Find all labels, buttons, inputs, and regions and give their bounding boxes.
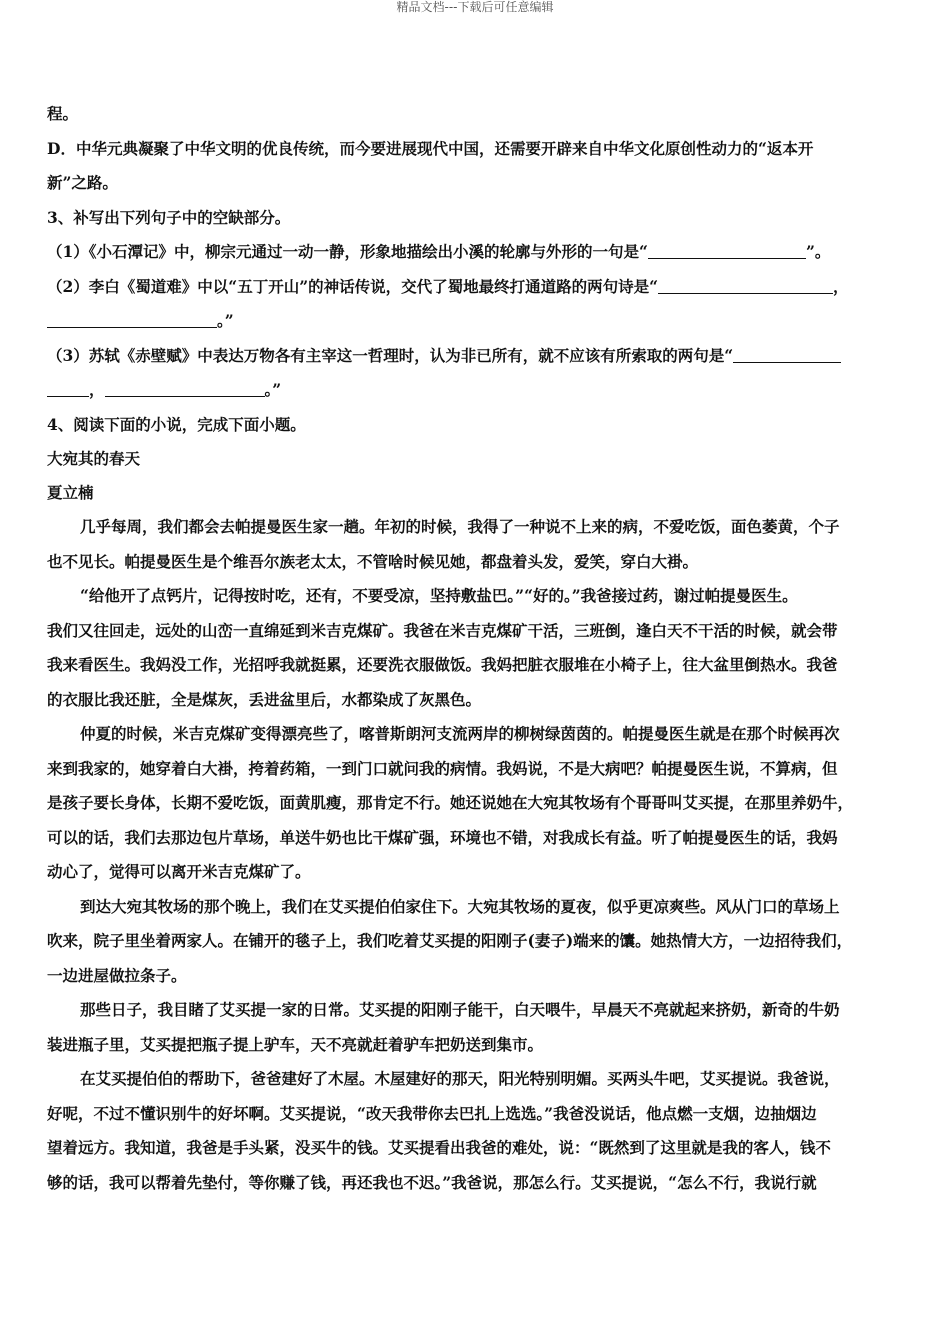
story-author: 夏立楠 <box>47 483 94 502</box>
story-line: 望着远方。我知道，我爸是手头紧，没买牛的钱。艾买提看出我爸的难处，说：“既然到了这里就是我的客人，钱不 <box>47 1138 831 1157</box>
answer-blank[interactable] <box>733 346 841 363</box>
story-line: 是孩子要长身体，长期不爱吃饭，面黄肌瘦，那肯定不行。她还说她在大宛其牧场有个哥哥叫艾买提，在那里养奶牛， <box>47 793 854 812</box>
story-line: 到达大宛其牧场的那个晚上，我们在艾买提伯伯家住下。大宛其牧场的夏夜，似乎更凉爽些。风从门口的草场上 <box>80 896 840 916</box>
document-body <box>47 97 909 1200</box>
story-line: 也不见长。帕提曼医生是个维吾尔族老太太，不管啥时候见她，都盘着头发，爱笑，穿白大褂。 <box>47 551 699 571</box>
story-line: 吹来，院子里坐着两家人。在铺开的毯子上，我们吃着艾买提的阳刚子(妻子)端来的馕。她热情大方，一边招待我们， <box>47 931 853 950</box>
story-line: 在艾买提伯伯的帮助下，爸爸建好了木屋。木屋建好的那天，阳光特别明媚。买两头牛吧，艾买提说。我爸说， <box>80 1069 840 1088</box>
question-3: 3、补写出下列句子中的空缺部分。 <box>47 207 291 227</box>
story-line: 那些日子，我目睹了艾买提一家的日常。艾买提的阳刚子能干，白天喂牛，早晨天不亮就起来挤奶，新奇的牛奶 <box>80 1000 840 1019</box>
q3-item-2-cont: 。” <box>47 304 909 339</box>
q3-item-2: （2）李白《蜀道难》中以“五丁开山”的神话传说，交代了蜀地最终打通道路的两句诗是“ ， <box>47 276 849 296</box>
story-line: 我们又往回走，远处的山峦一直绵延到米吉克煤矿。我爸在米吉克煤矿干活，三班倒，逢白天不干活的时候，就会带 <box>47 620 838 640</box>
answer-blank[interactable] <box>648 243 806 260</box>
story-line: 一边进屋做拉条子。 <box>47 965 187 985</box>
story-title: 大宛其的春天 <box>47 449 141 468</box>
story-line: 来到我家的，她穿着白大褂，挎着药箱，一到门口就问我的病情。我妈说，不是大病吧？帕提曼医生说，不算病，但 <box>47 758 838 778</box>
story-line: 我来看医生。我妈没工作，光招呼我就挺累，还要洗衣服做饭。我妈把脏衣服堆在小椅子上，往大盆里倒热水。我爸 <box>47 655 838 674</box>
story-line: 几乎每周，我们都会去帕提曼医生家一趟。年初的时候，我得了一种说不上来的病，不爱吃饭，面色萎黄，个子 <box>80 517 840 536</box>
option-d <box>47 132 909 167</box>
option-d-cont: 新”之路。 <box>47 173 118 192</box>
question-4: 4、阅读下面的小说，完成下面小题。 <box>47 414 306 434</box>
story-line: 的衣服比我还脏，全是煤灰，丢进盆里后，水都染成了灰黑色。 <box>47 689 482 709</box>
q3-item-3: （3）苏轼《赤壁赋》中表达万物各有主宰这一哲理时，认为非已所有，就不应该有所索取的两句是“ <box>47 339 909 374</box>
line-1: 程。 <box>47 104 79 123</box>
answer-blank[interactable] <box>105 381 265 398</box>
story-line: 仲夏的时候，米吉克煤矿变得漂亮些了，喀普斯朗河支流两岸的柳树绿茵茵的。帕提曼医生就是在那个时候再次 <box>80 724 840 743</box>
story-line: 够的话，我可以帮着先垫付，等你赚了钱，再还我也不迟。”我爸说，那怎么行。艾买提说，“怎么不行，我说行就 <box>47 1172 817 1192</box>
page-header: 精品文档---下载后可任意编辑 <box>396 0 554 14</box>
answer-blank[interactable] <box>658 277 833 294</box>
q3-item-3-cont: ， 。” <box>47 373 909 408</box>
story-line: 动心了，觉得可以离开米吉克煤矿了。 <box>47 862 311 881</box>
story-line: 装进瓶子里，艾买提把瓶子提上驴车，天不亮就赶着驴车把奶送到集市。 <box>47 1034 544 1054</box>
option-d-letter: D <box>47 138 61 158</box>
story-line: 好呢，不过不懂识别牛的好坏啊。艾买提说，“改天我带你去巴扎上选选。”我爸没说话，他点燃一支烟，边抽烟边 <box>47 1103 817 1123</box>
answer-blank[interactable] <box>47 312 217 329</box>
answer-blank[interactable] <box>47 381 89 398</box>
q3-item-1: （1）《小石潭记》中，柳宗元通过一动一静，形象地描绘出小溪的轮廓与外形的一句是“ ”。 <box>47 242 831 261</box>
story-line: 可以的话，我们去那边包片草场，单送牛奶也比干煤矿强，环境也不错，对我成长有益。听了帕提曼医生的话，我妈 <box>47 827 838 847</box>
option-d-text: ．中华元典凝聚了中华文明的优良传统，而今要进展现代中国，还需要开辟来自中华文化原创性动力的“返本开 <box>60 138 814 158</box>
story-line: “给他开了点钙片，记得按时吃，还有，不要受凉，坚持敷盐巴。”“好的。”我爸接过药，谢过帕提曼医生。 <box>80 586 798 605</box>
